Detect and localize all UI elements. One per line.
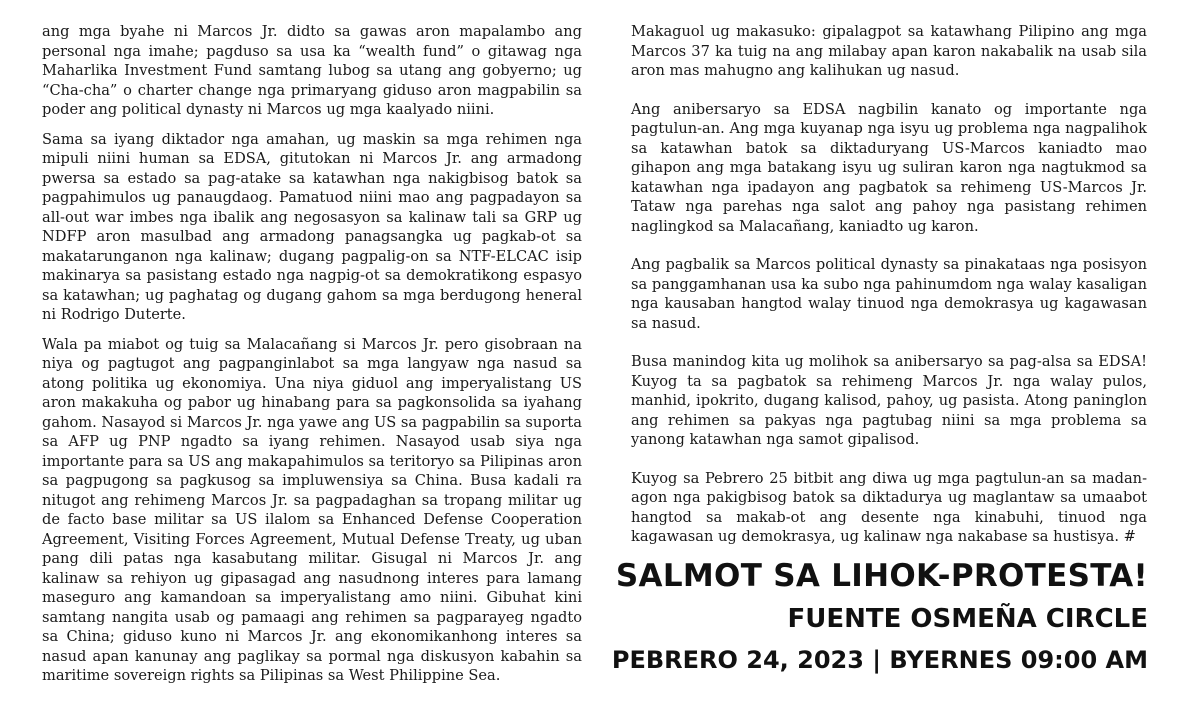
- body-paragraph: Sama sa iyang diktador nga amahan, ug maskin sa mga rehimen nga mipuli niini human sa EDSA, gitutokan ni Marcos Jr. ang armadong pwersa sa estado sa pag-atake sa katawhan nga nakigbisog batok sa pagpahimulos ug panaugdaog. Pamatuod niini mao ang pagpadayon sa all-out war imbes nga ibalik ang negosasyon sa kalinaw tali sa GRP ug NDFP aron masulbad ang armadong panagsangka ug pagkab-ot sa makatarunganon nga kalinaw; dugang pagpalig-on sa NTF-ELCAC isip makinarya sa pasistang estado nga nagpig-ot sa demokratikong espasyo sa katawhan; ug paghatag og dugang gahom sa mga berdugong heneral ni Rodrigo Duterte.: [42, 130, 582, 323]
- body-paragraph: Busa manindog kita ug molihok sa anibersaryo sa pag-alsa sa EDSA! Kuyog ta sa pagbatok sa rehimeng Marcos Jr. nga walay pulos, manhid, ipokrito, dugang kalisod, pahoy, ug pasista. Atong paninglon ang rehimen sa pakyas nga pagtubag niini sa mga problema sa yanong katawhan nga samot gipalisod.: [631, 353, 1147, 448]
- body-paragraph: Kuyog sa Pebrero 25 bitbit ang diwa ug mga pagtulun-an sa madan-agon nga pakigbisog batok sa diktadurya ug maglantaw sa umaabot hangtod sa makab-ot ang desente nga kinabuhi, tinuod nga kagawasan ug demokrasya, ug kalinaw nga nakabase sa hustisya. #: [631, 469, 1147, 545]
- body-paragraph: Wala pa miabot og tuig sa Malacañang si Marcos Jr. pero gisobraan na niya og pagtugot ang pagpanginlabot sa mga langyaw nga nasud sa atong politika ug ekonomiya. Una niya giduol ang imperyalistang US aron makakuha og pabor ug hinabang para sa pagkonsolida sa iyahang gahom. Nasayod si Marcos Jr. nga yawe ang US sa pagpabilin sa suporta sa AFP ug PNP ngadto sa iyang rehimen. Nasayod usab siya nga importante para sa US ang makapahimulos sa teritoryo sa Pilipinas aron sa pagpugong sa pagkusog sa impluwensiya sa China. Busa kadali ra nitugot ang rehimeng Marcos Jr. sa pagpadaghan sa tropang militar ug de facto base militar sa US ilalom sa Enhanced Defense Cooperation Agreement, Visiting Forces Agreement, Mutual Defense Treaty, ug uban pang dili patas nga kasabutang militar. Gisugal ni Marcos Jr. ang kalinaw sa rehiyon ug gipasagad ang nasudnong interes para lamang maseguro ang kamandoan sa imperyalistang amo niini. Gibuhat kini samtang nangita usab og pamaagi ang rehimen sa pagparayeg ngadto sa China; giduso kuno ni Marcos Jr. ang ekonomikanhong interes sa nasud apan kanunay ang paglikay sa pormal nga diskusyon kabahin sa maritime sovereign rights sa Pilipinas sa West Philippine Sea.: [42, 335, 582, 684]
- protest-venue: FUENTE OSMEÑA CIRCLE: [787, 604, 1148, 634]
- left-column: [42, 22, 582, 696]
- protest-datetime: PEBRERO 24, 2023 | BYERNES 09:00 AM: [611, 646, 1148, 674]
- right-column: [631, 22, 1147, 566]
- body-paragraph: Ang anibersaryo sa EDSA nagbilin kanato og importante nga pagtulun-an. Ang mga kuyanap nga isyu ug problema nga nagpalihok sa katawhan batok sa diktaduryang US-Marcos kaniadto mao gihapon ang mga batakang isyu ug suliran karon nga nagtukmod sa katawhan nga ipadayon ang pagbatok sa rehimeng US-Marcos Jr. Tataw nga parehas nga salot ang pahoy nga pasistang rehimen naglingkod sa Malacañang, kaniadto ug karon.: [631, 100, 1147, 235]
- protest-headline: SALMOT SA LIHOK-PROTESTA!: [615, 558, 1148, 594]
- body-paragraph: Makaguol ug makasuko: gipalagpot sa katawhang Pilipino ang mga Marcos 37 ka tuig na ang milabay apan karon nakabalik na usab sila aron mas mahugno ang kalihukan ug nasud.: [631, 23, 1147, 79]
- body-paragraph: Ang pagbalik sa Marcos political dynasty sa pinakataas nga posisyon sa panggamhanan usa ka subo nga pahinumdom nga walay kasaligan nga kausaban hangtod walay tinuod nga demokrasya ug kagawasan sa nasud.: [631, 256, 1147, 332]
- body-paragraph: ang mga byahe ni Marcos Jr. didto sa gawas aron mapalambo ang personal nga imahe; pagduso sa usa ka “wealth fund” o gitawag nga Maharlika Investment Fund samtang lubog sa utang ang gobyerno; ug “Cha-cha” o charter change nga primaryang giduso aron magpabilin sa poder ang political dynasty ni Marcos ug mga kaalyado niini.: [42, 23, 582, 118]
